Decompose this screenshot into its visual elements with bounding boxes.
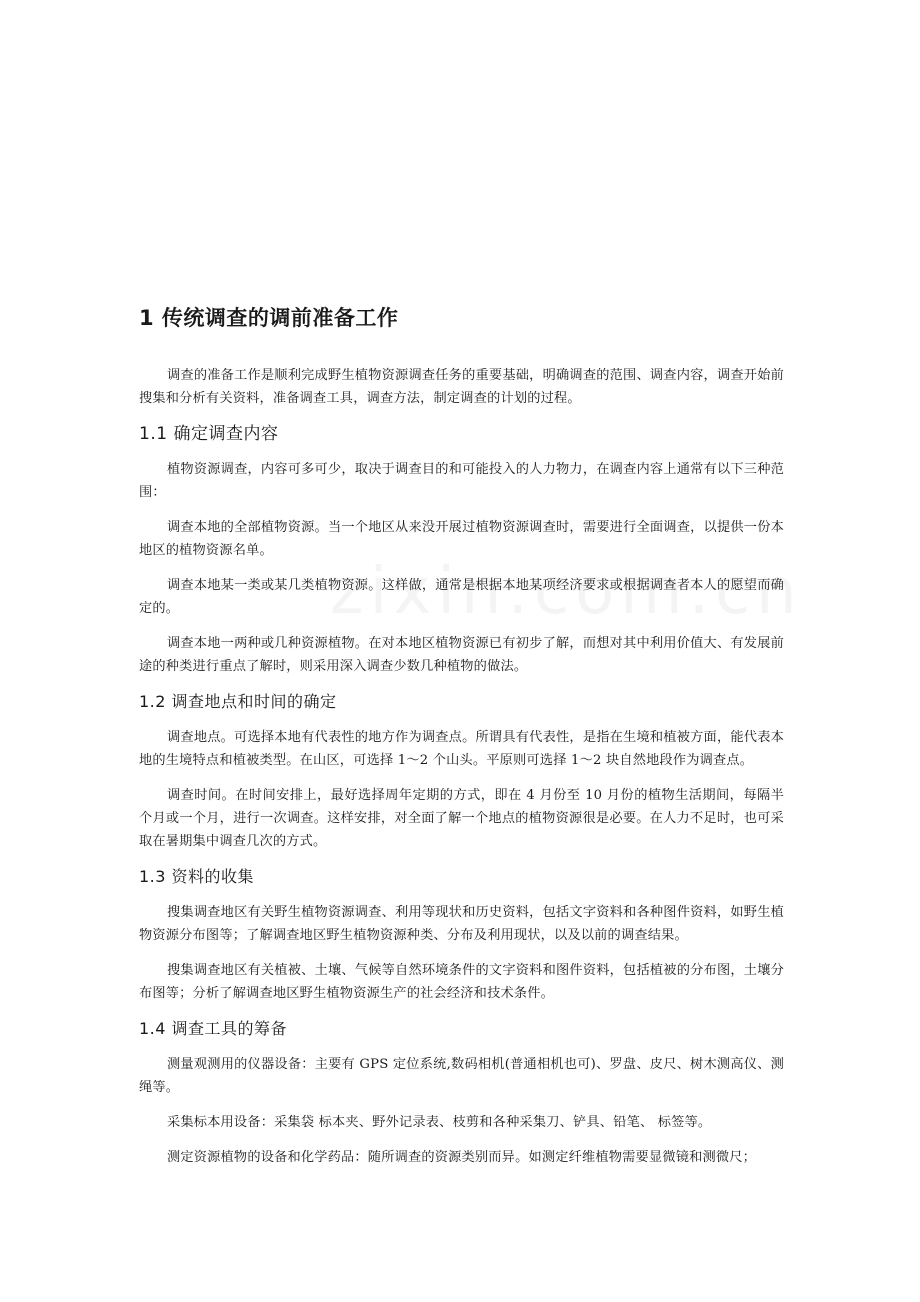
heading-1-1: 1.1 确定调查内容: [139, 424, 279, 444]
paragraph: 采集标本用设备：采集袋 标本夹、野外记录表、枝剪和各种采集刀、铲具、铅笔、 标签等。: [167, 1115, 712, 1130]
document-body: [139, 300, 784, 1181]
paragraph: 测定资源植物的设备和化学药品：随所调查的资源类别而异。如测定纤维植物需要显微镜和测微尺；: [167, 1150, 757, 1165]
heading-1-4: 1.4 调查工具的筹备: [139, 1019, 288, 1038]
paragraph: 植物资源调查，内容可多可少，取决于调查目的和可能投入的人力物力，在调查内容上通常有以下三种范围：: [139, 462, 784, 500]
paragraph: 调查地点。可选择本地有代表性的地方作为调查点。所谓具有代表性，是指在生境和植被方面，能代表本地的生境特点和植被类型。在山区，可选择 1～2 个山头。平原则可选择 1～2 块自然地段作为调查点。: [139, 730, 784, 768]
paragraph: 搜集调查地区有关野生植物资源调查、利用等现状和历史资料，包括文字资料和各种图件资料，如野生植物资源分布图等；了解调查地区野生植物资源种类、分布及利用现状，以及以前的调查结果。: [139, 905, 784, 943]
paragraph: 调查时间。在时间安排上，最好选择周年定期的方式，即在 4 月份至 10 月份的植物生活期间，每隔半个月或一个月，进行一次调查。这样安排，对全面了解一个地点的植物资源很是必要。在人力不足时，也可采取在暑期集中调查几次的方式。: [139, 788, 784, 849]
paragraph: 调查本地一两种或几种资源植物。在对本地区植物资源已有初步了解，而想对其中利用价值大、有发展前途的种类进行重点了解时，则采用深入调查少数几种植物的做法。: [139, 636, 784, 674]
paragraph: 搜集调查地区有关植被、土壤、气候等自然环境条件的文字资料和图件资料，包括植被的分布图，土壤分布图等；分析了解调查地区野生植物资源生产的社会经济和技术条件。: [139, 963, 784, 1001]
heading-1-3: 1.3 资料的收集: [139, 867, 255, 886]
paragraph: 调查本地的全部植物资源。当一个地区从来没开展过植物资源调查时，需要进行全面调查，以提供一份本地区的植物资源名单。: [139, 520, 784, 558]
section-title: 1 传统调查的调前准备工作: [139, 306, 399, 330]
intro-paragraph: 调查的准备工作是顺利完成野生植物资源调查任务的重要基础，明确调查的范围、调查内容，调查开始前搜集和分析有关资料，准备调查工具，调查方法，制定调查的计划的过程。: [139, 368, 784, 406]
paragraph: 调查本地某一类或某几类植物资源。这样做，通常是根据本地某项经济要求或根据调查者本人的愿望而确定的。: [139, 578, 784, 616]
heading-1-2: 1.2 调查地点和时间的确定: [139, 692, 337, 711]
paragraph: 测量观测用的仪器设备：主要有 GPS 定位系统,数码相机(普通相机也可)、罗盘、皮尺、树木测高仪、测绳等。: [139, 1057, 784, 1095]
